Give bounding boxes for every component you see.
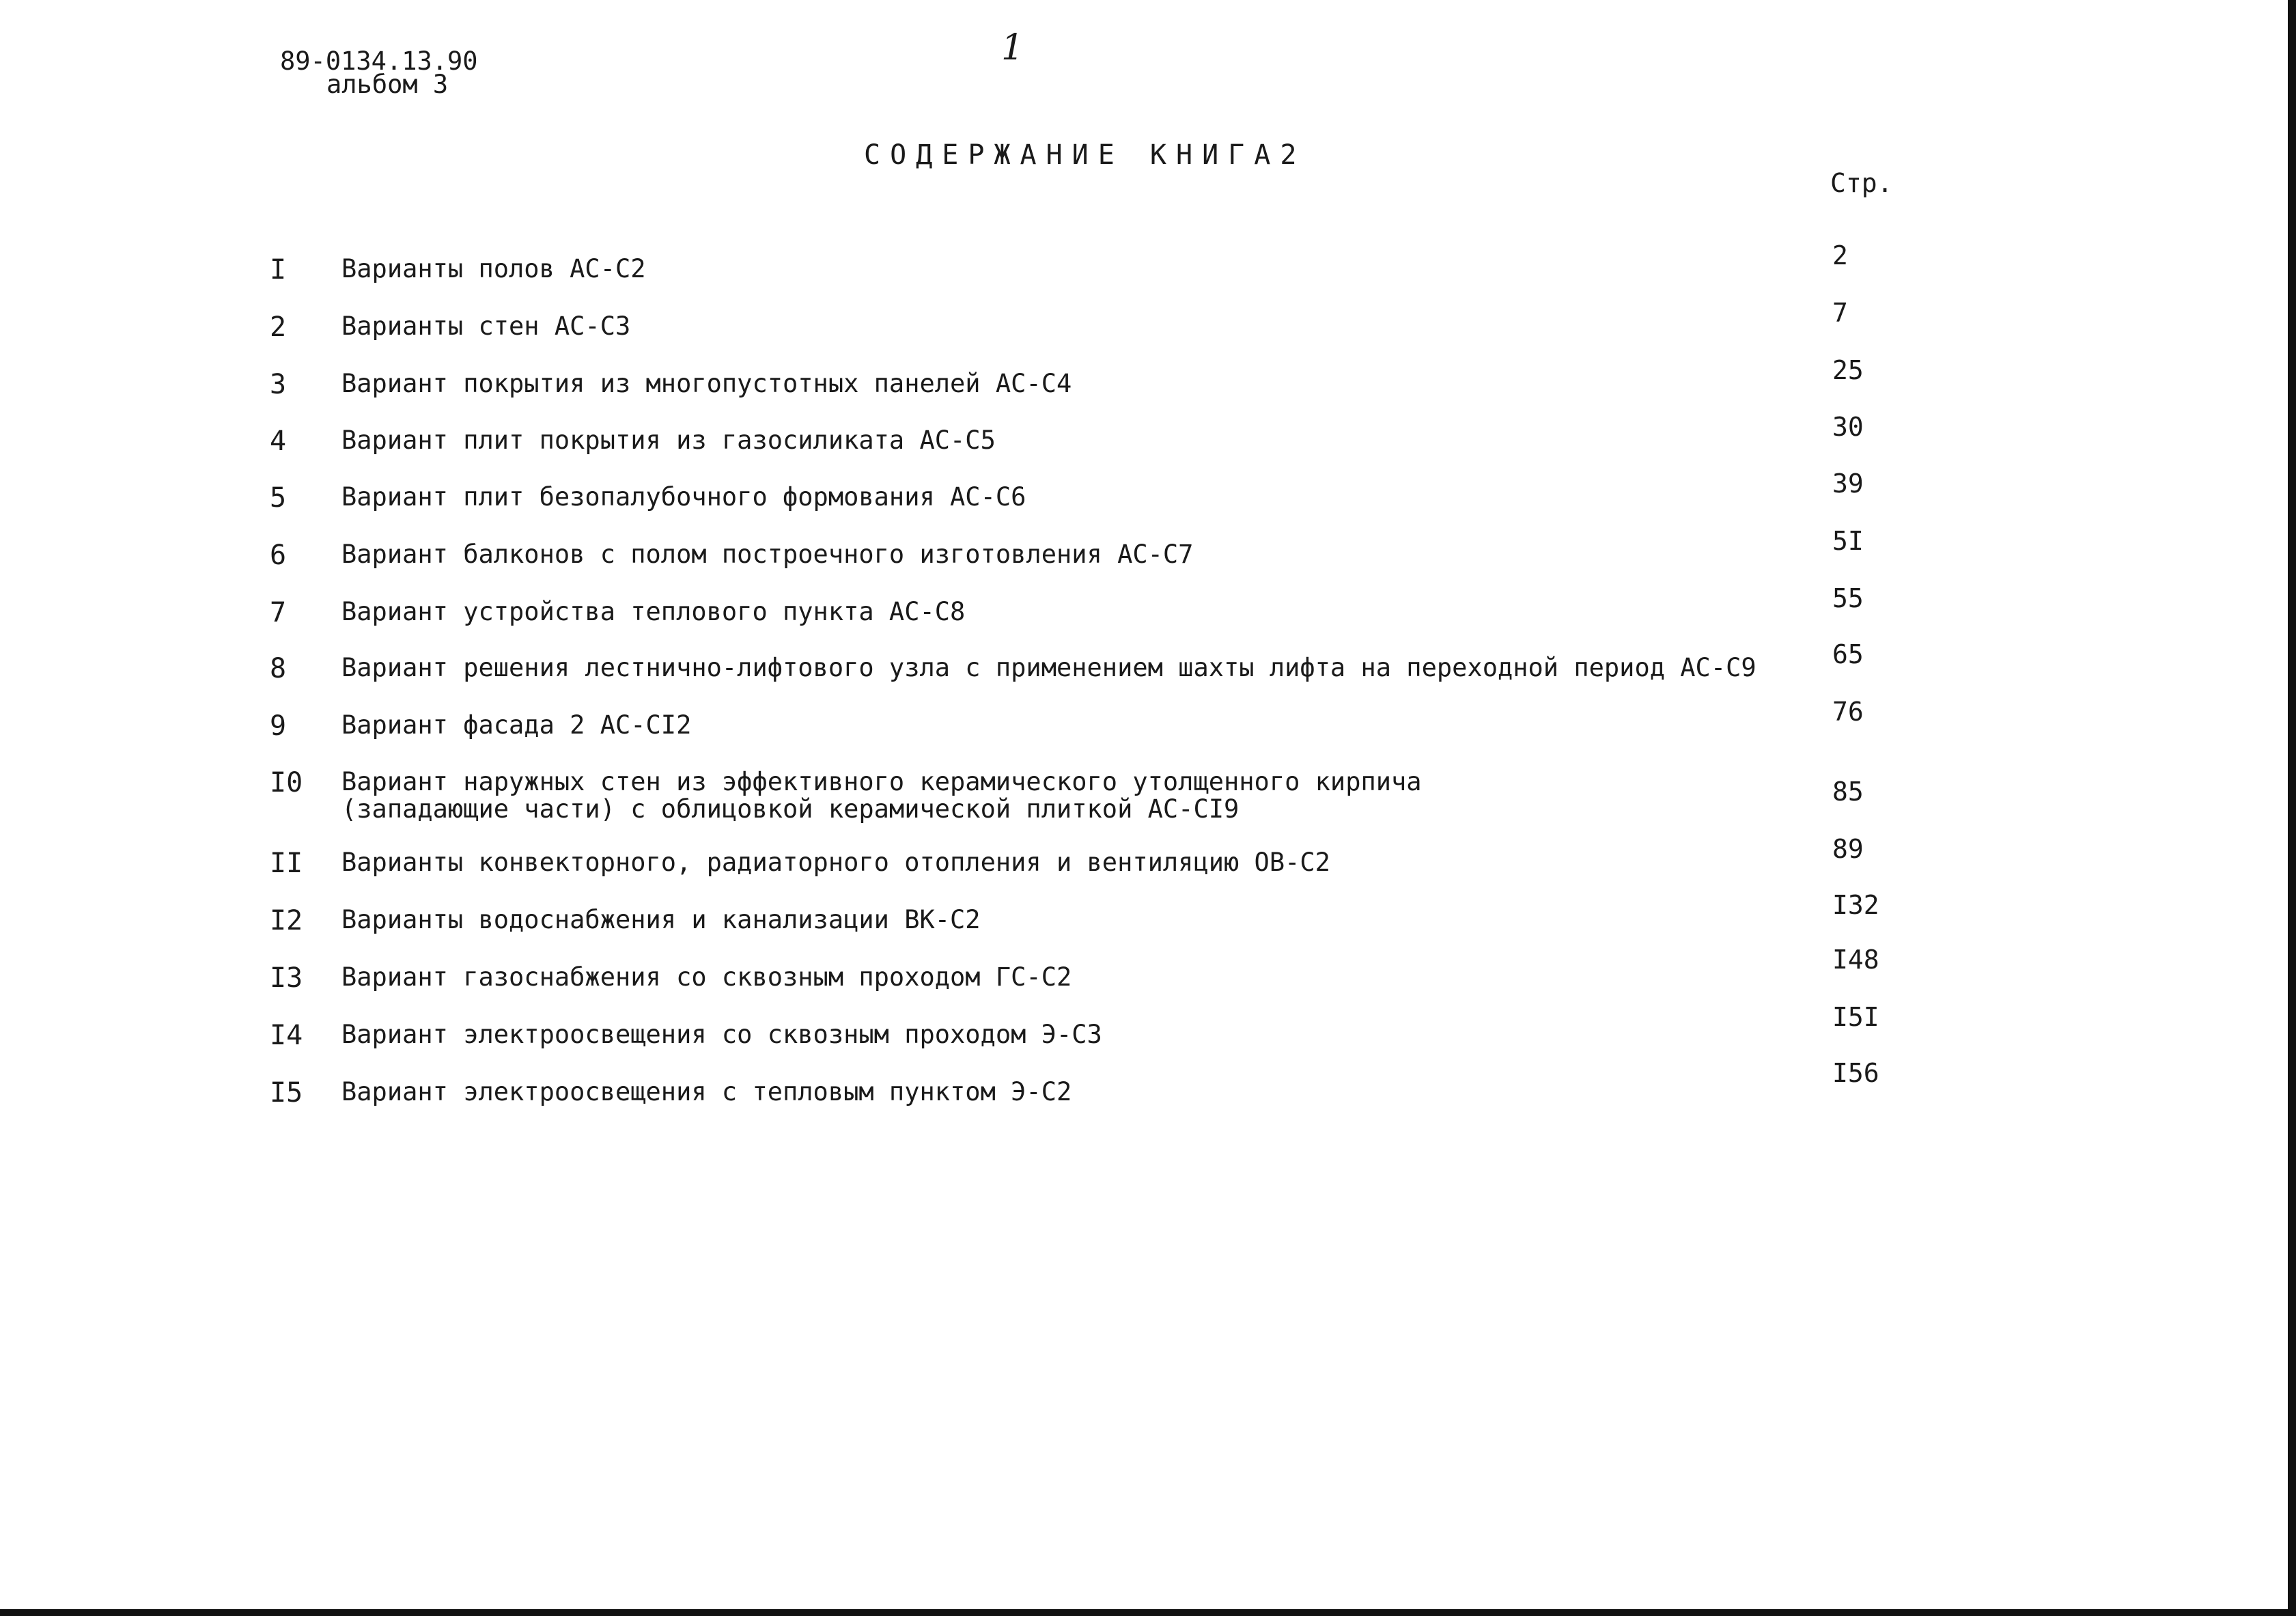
toc-title-line2: (западающие части) с облицовкой керамической плиткой АС-СI9: [341, 794, 1240, 824]
toc-row: [0, 890, 2296, 961]
toc-title: [341, 768, 1422, 823]
toc-page: 30: [1832, 412, 1864, 442]
toc-title: Вариант электроосвещения с тепловым пунктом Э-С2: [341, 1077, 1072, 1106]
toc-title-line1: Вариант наружных стен из эффективного керамического утолщенного кирпича: [341, 767, 1422, 796]
toc-title: Вариант газоснабжения со сквозным проходом ГС-С2: [341, 962, 1072, 992]
toc-title: Вариант решения лестнично-лифтового узла с применением шахты лифта на переходной период АС-С9: [341, 653, 1756, 682]
toc-title: Вариант покрытия из многопустотных панелей АС-С4: [341, 369, 1072, 398]
toc-page: I5I: [1832, 1002, 1879, 1032]
toc-title: Вариант плит покрытия из газосиликата АС-С5: [341, 426, 996, 455]
page-column-header: Стр.: [1830, 168, 1893, 198]
toc-row: [0, 355, 2296, 425]
toc-page: 89: [1832, 834, 1864, 864]
toc-row: [0, 639, 2296, 709]
toc-page: 7: [1832, 298, 1848, 328]
toc-title: Вариант электроосвещения со сквозным проходом Э-С3: [341, 1020, 1102, 1049]
toc-row: [0, 1002, 2296, 1076]
toc-row: [0, 240, 2296, 310]
toc-number: I3: [270, 962, 303, 994]
toc-row: [0, 768, 2296, 844]
document-code: 89-0134.13.90: [280, 46, 478, 76]
toc-number: I5: [270, 1077, 303, 1109]
toc-title: Вариант плит безопалубочного формования АС-С6: [341, 482, 1026, 512]
toc-number: I0: [270, 767, 303, 798]
album-label: альбом 3: [326, 70, 449, 99]
toc-number: I4: [270, 1020, 303, 1051]
toc-page: 76: [1832, 697, 1864, 727]
toc-title: Варианты полов АС-С2: [341, 254, 646, 283]
toc-row: [0, 583, 2296, 653]
toc-title: Вариант устройства теплового пункта АС-С8: [341, 597, 966, 626]
toc-page: 2: [1832, 240, 1848, 270]
toc-page: 25: [1832, 355, 1864, 385]
toc-title: Вариант фасада 2 АС-СI2: [341, 710, 692, 740]
toc-page: 85: [1832, 777, 1864, 807]
toc-number: I2: [270, 905, 303, 936]
toc-number: 6: [270, 540, 287, 571]
toc-page: 5I: [1832, 526, 1864, 556]
toc-page: 65: [1832, 639, 1864, 669]
toc-row: [0, 697, 2296, 766]
toc-page: I32: [1832, 890, 1879, 920]
toc-number: 2: [270, 311, 287, 343]
toc-number: 8: [270, 653, 287, 684]
toc-number: 5: [270, 482, 287, 514]
toc-row: [0, 526, 2296, 596]
toc-page: I56: [1832, 1058, 1879, 1088]
toc-row: [0, 945, 2296, 1018]
toc-number: 4: [270, 426, 287, 457]
toc-title: Варианты стен АС-С3: [341, 311, 631, 341]
toc-page: 39: [1832, 469, 1864, 499]
scan-edge-bottom: [0, 1609, 2296, 1616]
page-number: 1: [1001, 27, 1024, 68]
toc-title: Варианты конвекторного, радиаторного отопления и вентиляцию ОВ-С2: [341, 848, 1330, 877]
toc-row: [0, 412, 2296, 482]
toc-row: [0, 834, 2296, 904]
toc-row: [0, 469, 2296, 538]
toc-number: II: [270, 848, 303, 879]
toc-page: I48: [1832, 945, 1879, 975]
toc-number: 7: [270, 597, 287, 628]
toc-title: Вариант балконов с полом построечного изготовления АС-С7: [341, 540, 1194, 569]
toc-row: [0, 298, 2296, 367]
toc-number: 9: [270, 710, 287, 742]
toc-number: I: [270, 254, 287, 285]
toc-number: 3: [270, 369, 287, 400]
toc-title: Варианты водоснабжения и канализации ВК-С2: [341, 905, 981, 934]
toc-page: 55: [1832, 583, 1864, 613]
toc-row: [0, 1058, 2296, 1133]
page-title: СОДЕРЖАНИЕ КНИГА2: [864, 139, 1306, 171]
